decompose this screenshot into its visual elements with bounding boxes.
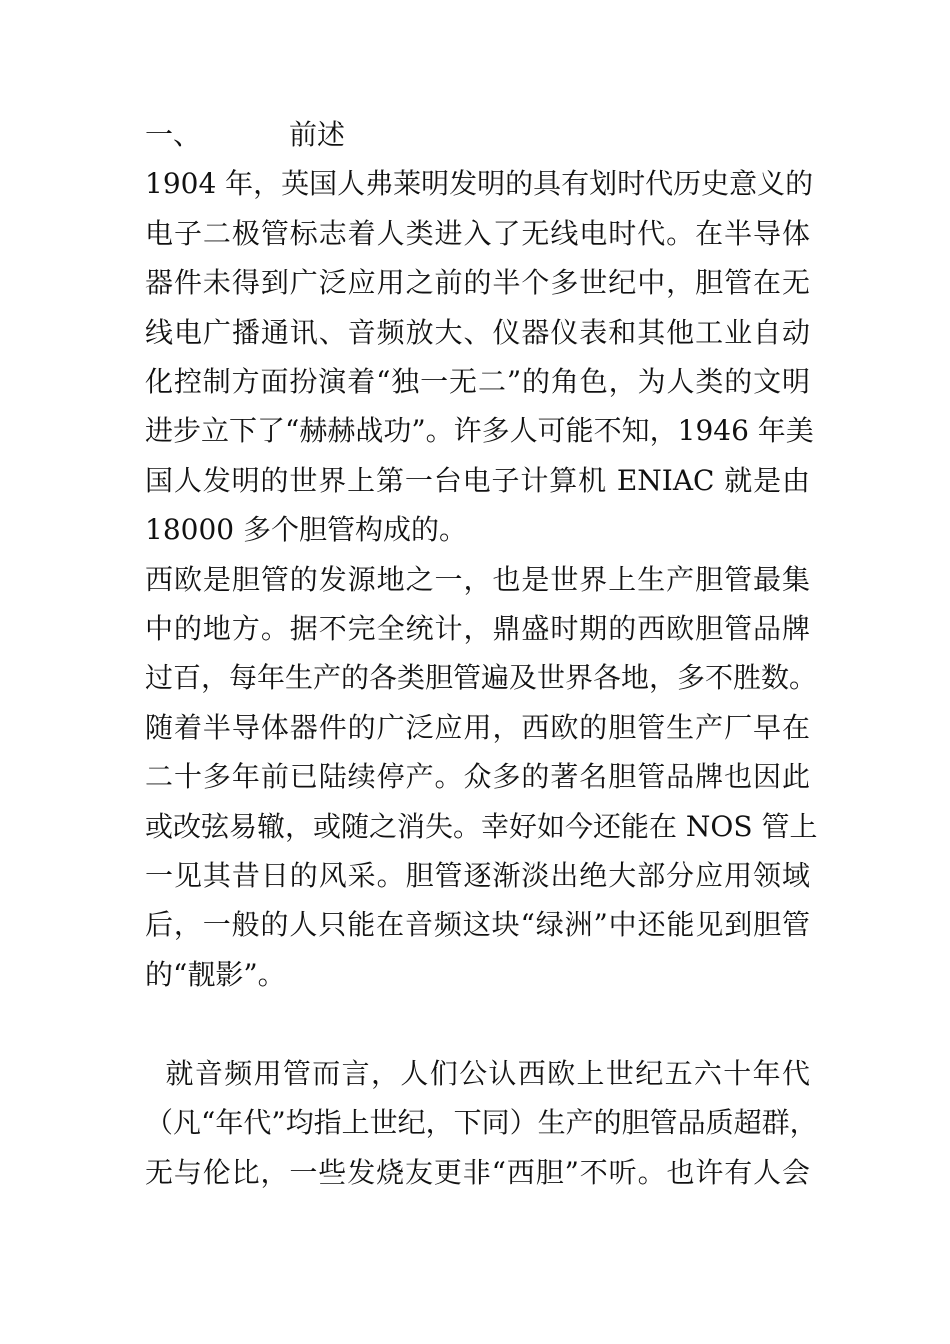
text-line: 的“靓影”。 [145,957,286,991]
text-line: 1904 年，英国人弗莱明发明的具有划时代历史意义的 [145,167,814,201]
section-heading [145,110,810,159]
text-line: 一见其昔日的风采。胆管逐渐淡出绝大部分应用领域 [145,859,810,893]
text-line: （凡“年代”均指上世纪，下同）生产的胆管品质超群， [145,1106,818,1140]
text-line: 西欧是胆管的发源地之一，也是世界上生产胆管最集 [145,562,810,596]
paragraph-2 [145,555,818,1000]
text-line: 就音频用管而言，人们公认西欧上世纪五六十年代 [145,1056,810,1090]
blank-line [145,999,810,1048]
text-line: 中的地方。据不完全统计，鼎盛时期的西欧胆管品牌 [145,612,810,646]
text-line: 18000 多个胆管构成的。 [145,513,467,547]
text-line: 后，一般的人只能在音频这块“绿洲”中还能见到胆管 [145,908,810,942]
text-line: 进步立下了“赫赫战功”。许多人可能不知，1946 年美 [145,414,814,448]
text-line: 随着半导体器件的广泛应用，西欧的胆管生产厂早在 [145,710,810,744]
paragraph-3 [145,1049,818,1197]
text-line: 国人发明的世界上第一台电子计算机 ENIAC 就是由 [145,463,810,497]
text-line: 二十多年前已陆续停产。众多的著名胆管品牌也因此 [145,760,810,794]
text-line: 或改弦易辙，或随之消失。幸好如今还能在 NOS 管上 [145,809,818,843]
paragraph-1 [145,159,814,554]
text-line: 线电广播通讯、音频放大、仪器仪表和其他工业自动 [145,315,810,349]
document-body [145,110,818,1197]
text-line: 过百，每年生产的各类胆管遍及世界各地，多不胜数。 [145,661,818,695]
text-line: 无与伦比，一些发烧友更非“西胆”不听。也许有人会 [145,1155,810,1189]
section-title: 前述 [289,118,346,151]
section-number: 一、 [145,118,202,151]
text-line: 器件未得到广泛应用之前的半个多世纪中，胆管在无 [145,266,810,300]
text-line: 电子二极管标志着人类进入了无线电时代。在半导体 [145,216,810,250]
text-line: 化控制方面扮演着“独一无二”的角色，为人类的文明 [145,365,810,399]
